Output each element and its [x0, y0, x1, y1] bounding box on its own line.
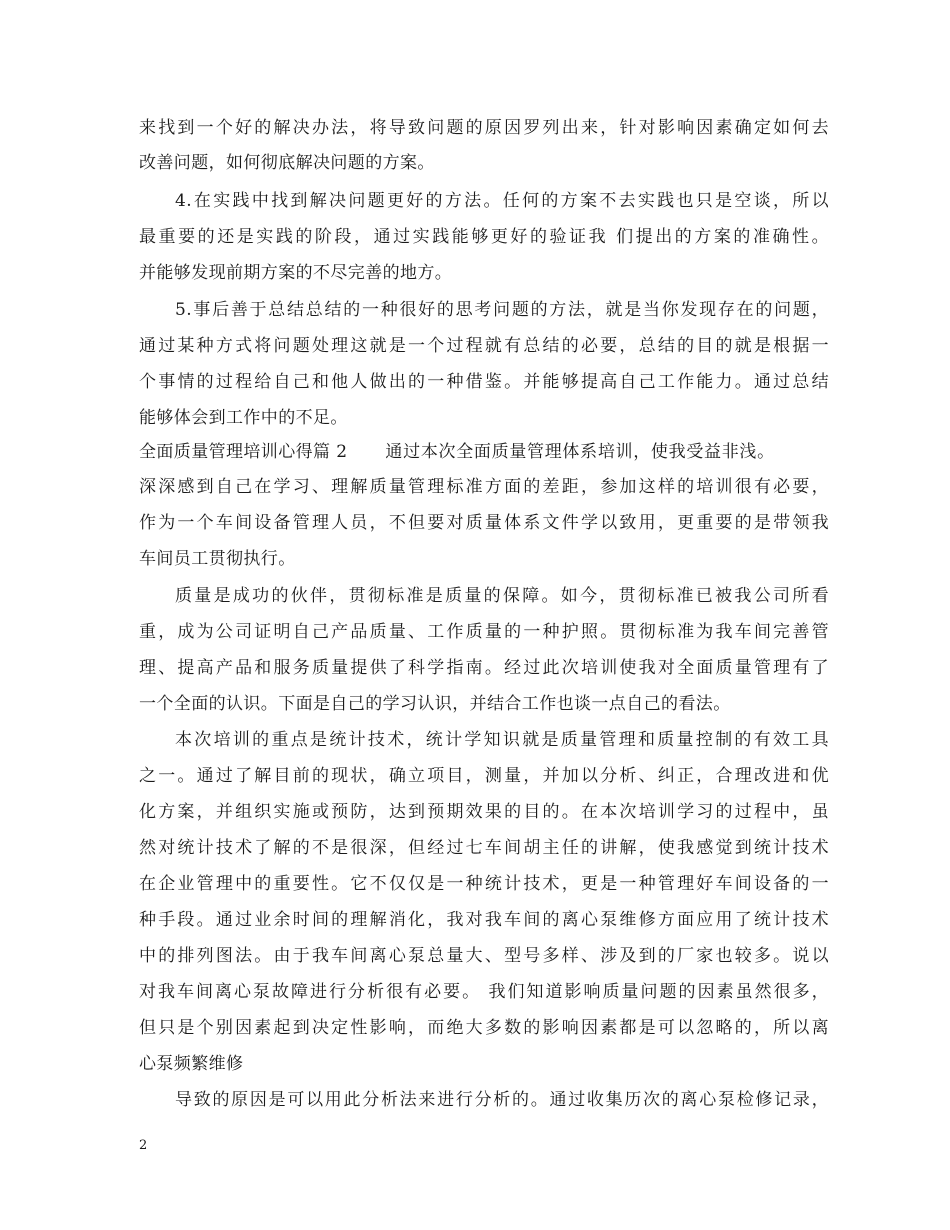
text-line: 车间员工贯彻执行。 — [139, 549, 296, 569]
text-line: 但只是个别因素起到决定性影响，而绝大多数的影响因素都是可以忽略的，所以离 — [139, 1018, 829, 1038]
text-line: 中的排列图法。由于我车间离心泵总量大、型号多样、涉及到的厂家也较多。说以 — [139, 946, 829, 966]
text-line: 心泵频繁维修 — [139, 1054, 244, 1074]
text-line: 理、提高产品和服务质量提供了科学指南。经过此次培训使我对全面质量管理有了 — [139, 658, 829, 678]
text-line: 并能够发现前期方案的不尽完善的地方。 — [139, 263, 453, 283]
text-line: 在企业管理中的重要性。它不仅仅是一种统计技术，更是一种管理好车间设备的一 — [139, 874, 829, 894]
text-line: 化方案，并组织实施或预防，达到预期效果的目的。在本次培训学习的过程中，虽 — [139, 802, 829, 822]
text-line: 本次培训的重点是统计技术，统计学知识就是质量管理和质量控制的有效工具 — [175, 730, 829, 750]
section-title: 全面质量管理培训心得篇 2 — [139, 442, 348, 462]
text-line: 能够体会到工作中的不足。 — [139, 408, 348, 428]
text-line: 种手段。通过业余时间的理解消化，我对我车间的离心泵维修方面应用了统计技术 — [139, 910, 829, 930]
page-number: 2 — [139, 1138, 148, 1153]
text-line: 质量是成功的伙伴，贯彻标准是质量的保障。如今，贯彻标准已被我公司所看 — [175, 586, 829, 606]
text-line: 重，成为公司证明自己产品质量、工作质量的一种护照。贯彻标准为我车间完善管 — [139, 622, 829, 642]
text-line: 来找到一个好的解决办法，将导致问题的原因罗列出来，针对影响因素确定如何去 — [139, 118, 829, 138]
text-line: 作为一个车间设备管理人员，不但要对质量体系文件学以致用，更重要的是带领我 — [139, 513, 829, 533]
text-line: 然对统计技术了解的不是很深，但经过七车间胡主任的讲解，使我感觉到统计技术 — [139, 838, 829, 858]
text-line: 4.在实践中找到解决问题更好的方法。任何的方案不去实践也只是空谈，所以 — [175, 191, 829, 211]
text-line: 对我车间离心泵故障进行分析很有必要。 我们知道影响质量问题的因素虽然很多， — [139, 982, 829, 1002]
text-line: 个事情的过程给自己和他人做出的一种借鉴。并能够提高自己工作能力。通过总结 — [139, 372, 829, 392]
section-intro-text: 通过本次全面质量管理体系培训，使我受益非浅。 — [385, 442, 775, 462]
text-line: 导致的原因是可以用此分析法来进行分析的。通过收集历次的离心泵检修记录， — [175, 1090, 829, 1110]
text-line: 深深感到自己在学习、理解质量管理标准方面的差距，参加这样的培训很有必要， — [139, 477, 829, 497]
text-line: 改善问题，如何彻底解决问题的方案。 — [139, 153, 435, 173]
text-line: 5.事后善于总结总结的一种很好的思考问题的方法，就是当你发现存在的问题， — [175, 300, 829, 320]
section-heading-line — [139, 440, 829, 464]
text-line: 一个全面的认识。下面是自己的学习认识，并结合工作也谈一点自己的看法。 — [139, 694, 731, 714]
text-line: 之一。通过了解目前的现状，确立项目，测量，并加以分析、纠正，合理改进和优 — [139, 766, 829, 786]
text-line: 最重要的还是实践的阶段，通过实践能够更好的验证我 们提出的方案的准确性。 — [139, 227, 829, 247]
text-line: 通过某种方式将问题处理这就是一个过程就有总结的必要，总结的目的就是根据一 — [139, 336, 829, 356]
